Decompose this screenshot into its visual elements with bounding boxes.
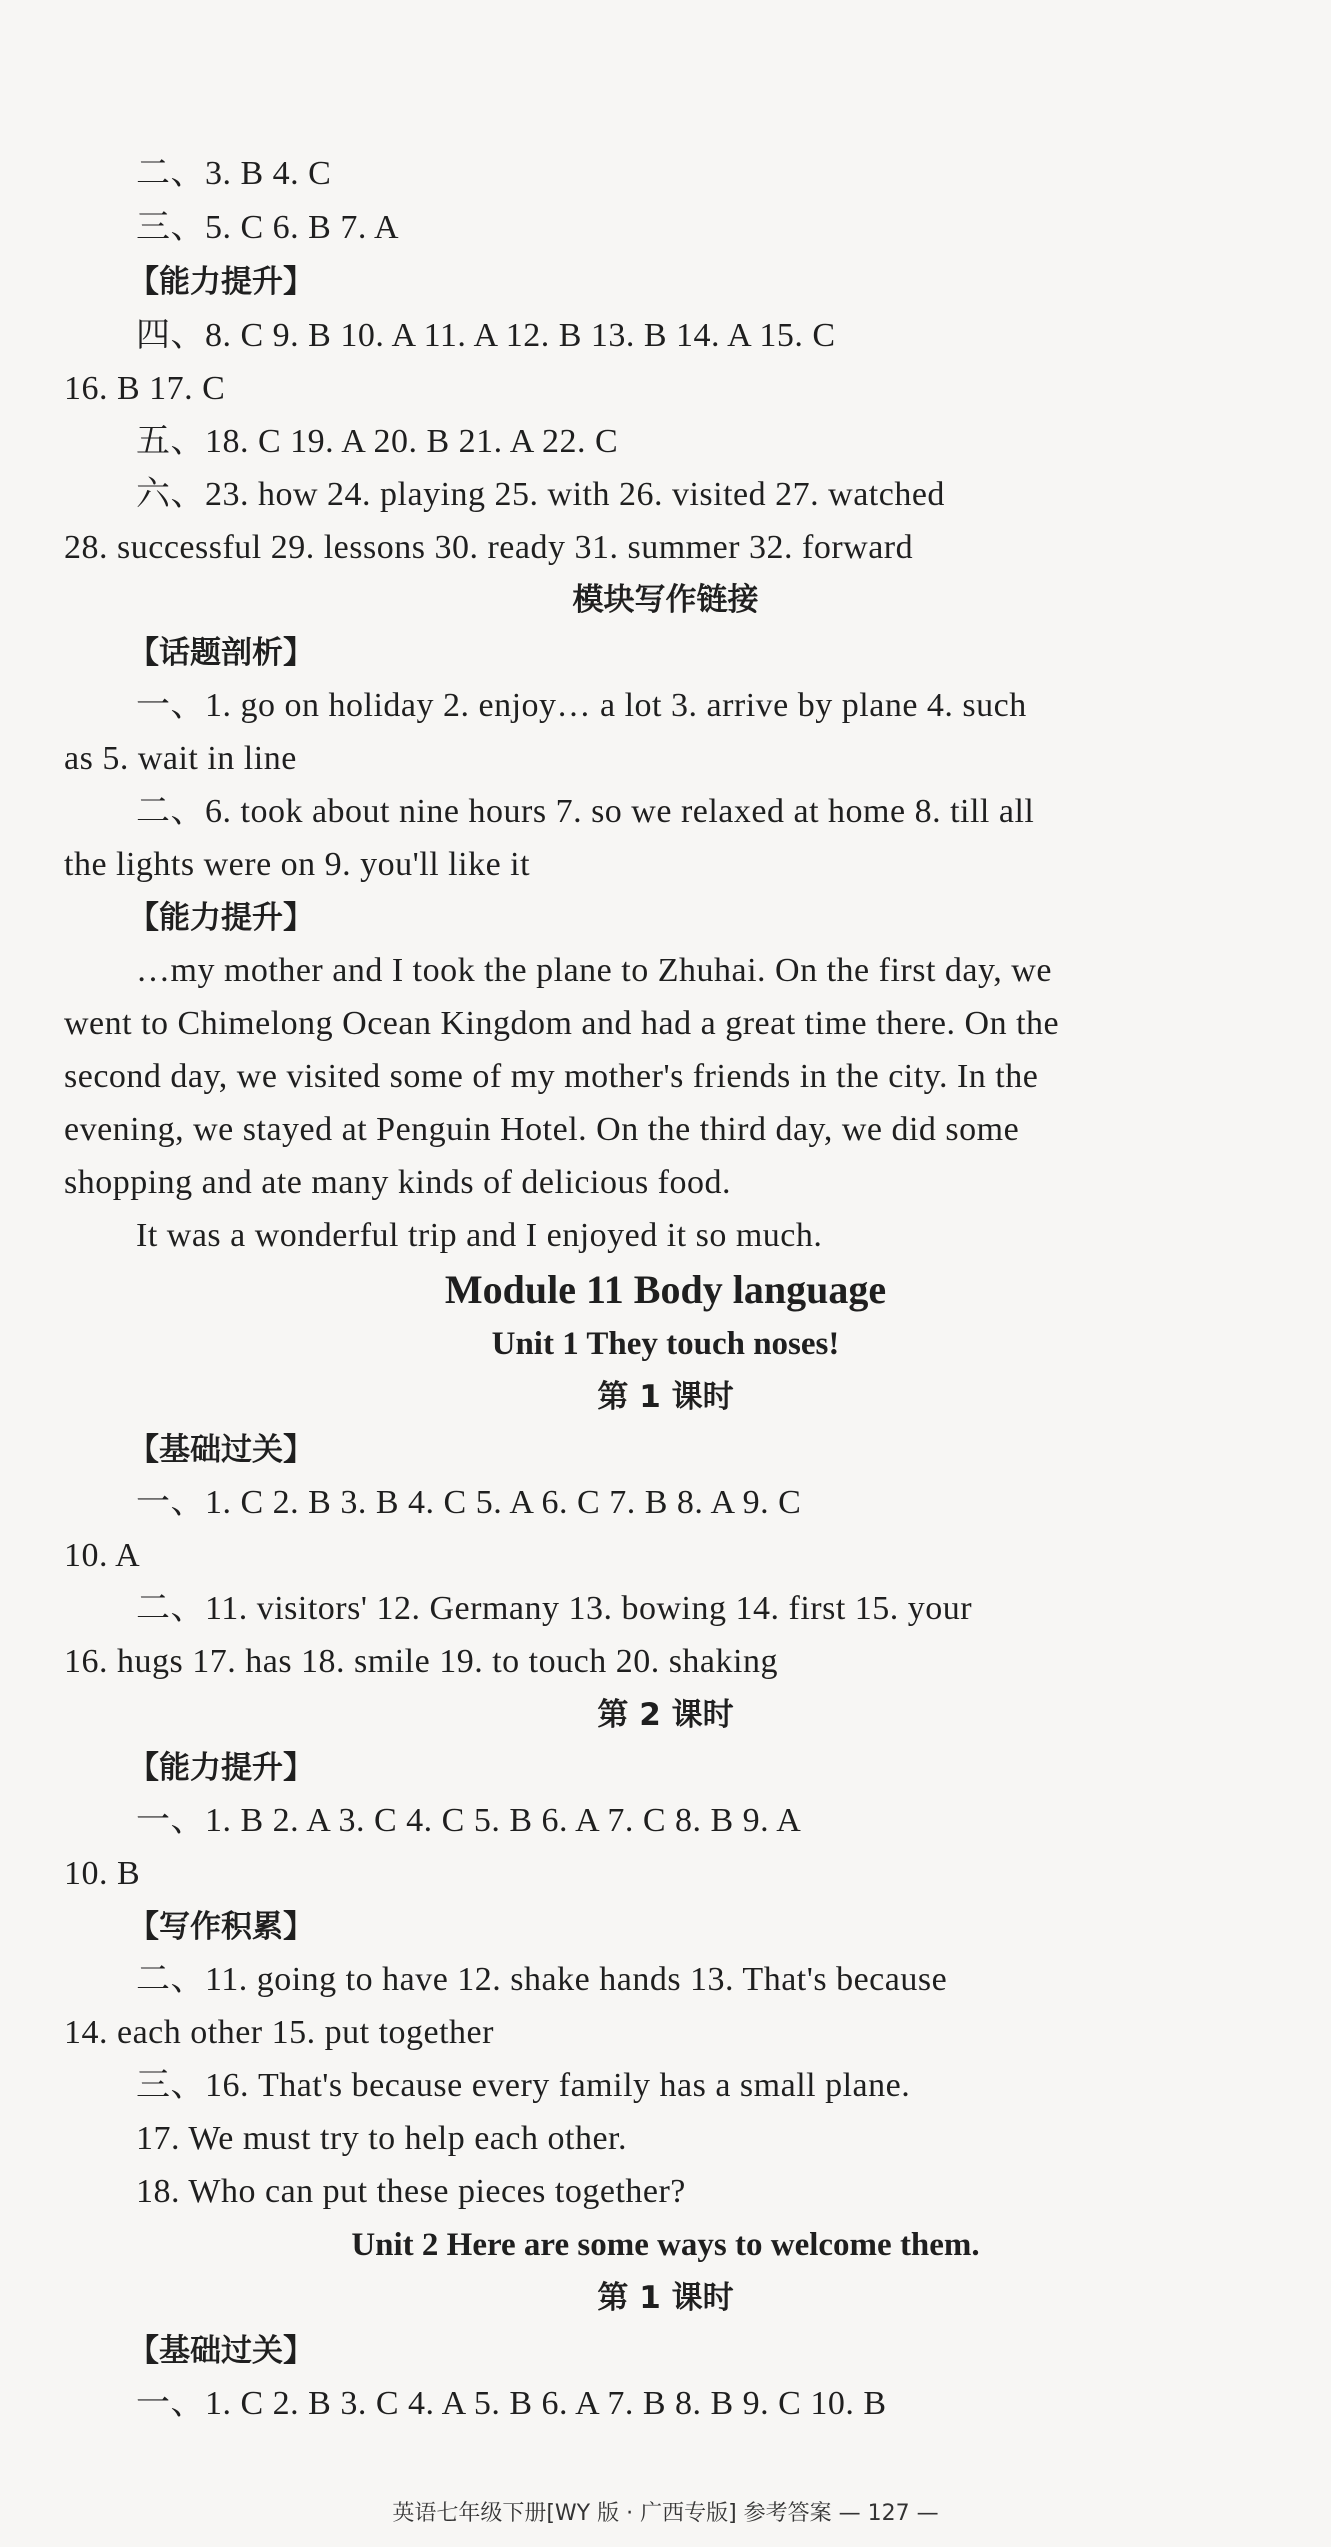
- section-heading: 【话题剖析】: [128, 635, 314, 671]
- answer-line: 一、1. C 2. B 3. B 4. C 5. A 6. C 7. B 8. A 9. C: [136, 1484, 802, 1521]
- answer-line: 五、18. C 19. A 20. B 21. A 22. C: [136, 423, 619, 460]
- section-heading: 【写作积累】: [128, 1909, 314, 1945]
- section-heading: 【基础过关】: [128, 2333, 314, 2369]
- lesson-title: 第 2 课时: [597, 1697, 734, 1733]
- essay-line: It was a wonderful trip and I enjoyed it so much.: [136, 1217, 823, 1254]
- answer-line: 10. A: [64, 1537, 141, 1574]
- section-heading: 【能力提升】: [128, 1750, 314, 1786]
- section-heading: 【能力提升】: [128, 900, 314, 936]
- module-title: Module 11 Body language: [444, 1267, 887, 1312]
- answer-line: 10. B: [64, 1855, 141, 1892]
- unit-title: Unit 2 Here are some ways to welcome them.: [351, 2227, 980, 2263]
- answer-line: 28. successful 29. lessons 30. ready 31. summer 32. forward: [64, 529, 914, 566]
- answer-line: 二、6. took about nine hours 7. so we relaxed at home 8. till all: [136, 793, 1035, 830]
- essay-line: went to Chimelong Ocean Kingdom and had a great time there. On the: [64, 1005, 1060, 1042]
- answer-line: 17. We must try to help each other.: [136, 2120, 627, 2157]
- section-heading: 【能力提升】: [128, 264, 314, 300]
- answer-line: as 5. wait in line: [64, 740, 297, 777]
- answer-line: 一、1. go on holiday 2. enjoy… a lot 3. arrive by plane 4. such: [136, 687, 1027, 724]
- essay-line: …my mother and I took the plane to Zhuhai. On the first day, we: [136, 952, 1052, 989]
- lesson-title: 第 1 课时: [597, 1379, 734, 1415]
- section-title: 模块写作链接: [572, 582, 759, 618]
- answer-line: 二、3. B 4. C: [136, 155, 332, 192]
- essay-line: shopping and ate many kinds of delicious food.: [64, 1164, 732, 1201]
- answer-line: 四、8. C 9. B 10. A 11. A 12. B 13. B 14. A 15. C: [136, 317, 836, 354]
- essay-line: second day, we visited some of my mother's friends in the city. In the: [64, 1058, 1039, 1095]
- answer-line: 14. each other 15. put together: [64, 2014, 494, 2051]
- answer-line: 一、1. B 2. A 3. C 4. C 5. B 6. A 7. C 8. B 9. A: [136, 1802, 802, 1839]
- answer-line: 二、11. visitors' 12. Germany 13. bowing 14. first 15. your: [136, 1590, 973, 1627]
- answer-line: 六、23. how 24. playing 25. with 26. visited 27. watched: [136, 476, 945, 513]
- answer-line: 一、1. C 2. B 3. C 4. A 5. B 6. A 7. B 8. B 9. C 10. B: [136, 2385, 887, 2422]
- answer-line: 18. Who can put these pieces together?: [136, 2173, 686, 2210]
- answer-line: 16. hugs 17. has 18. smile 19. to touch 20. shaking: [64, 1643, 778, 1680]
- section-heading: 【基础过关】: [128, 1432, 314, 1468]
- answer-line: 16. B 17. C: [64, 370, 226, 407]
- unit-title: Unit 1 They touch noses!: [491, 1326, 840, 1362]
- essay-line: evening, we stayed at Penguin Hotel. On the third day, we did some: [64, 1111, 1020, 1148]
- answer-line: the lights were on 9. you'll like it: [64, 846, 531, 883]
- answer-line: 二、11. going to have 12. shake hands 13. That's because: [136, 1961, 948, 1998]
- page-footer: 英语七年级下册[WY 版 · 广西专版] 参考答案 — 127 —: [392, 2501, 939, 2526]
- answer-line: 三、16. That's because every family has a small plane.: [136, 2067, 911, 2104]
- lesson-title: 第 1 课时: [597, 2280, 734, 2316]
- answer-line: 三、5. C 6. B 7. A: [136, 209, 400, 246]
